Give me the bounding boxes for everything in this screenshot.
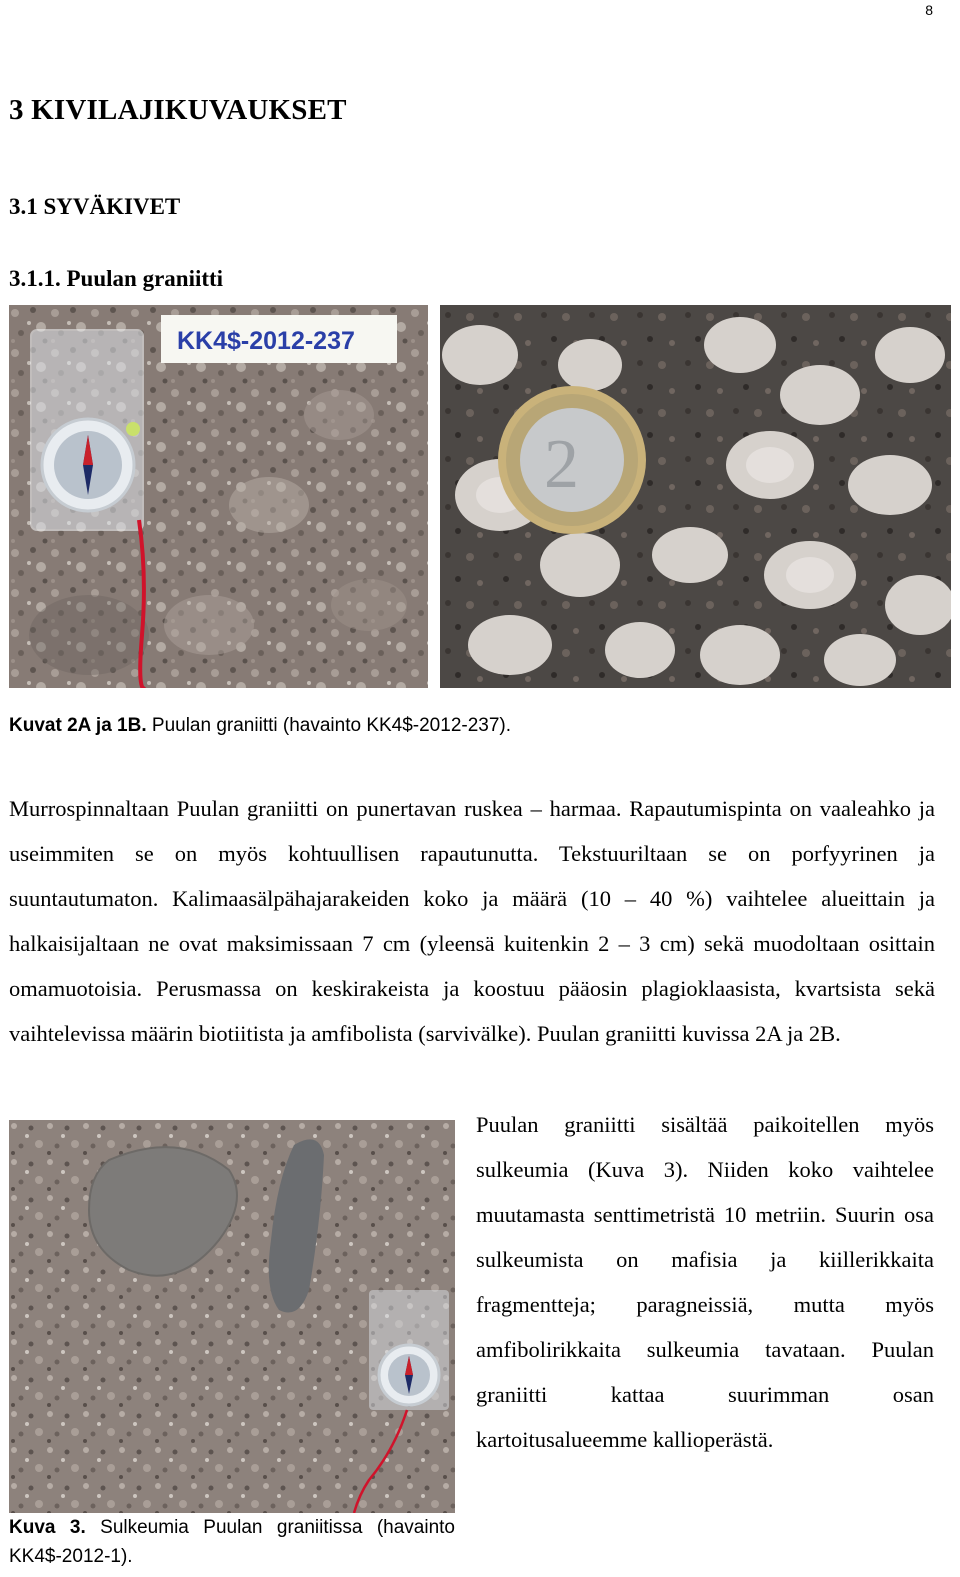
- side-paragraph: Puulan graniitti sisältää paikoitellen myös sulkeumia (Kuva 3). Niiden koko vaihtelee muutamasta senttimetristä 10 metriin. Suurin osa sulkeumista on mafisia ja kiillerikkaita fragmentteja; paragneissiä, mutta myös amfibolirikkaita sulkeumia tavataan. Puulan graniitti kattaa suurimman osan kartoitusalueemme kallioperästä.: [476, 1112, 934, 1452]
- sample-label-text: KK4$-2012-237: [177, 327, 355, 355]
- figure-3-caption: [9, 1513, 455, 1571]
- figure-3-caption-lead: Kuva 3.: [9, 1517, 86, 1538]
- page-number: 8: [925, 2, 933, 18]
- photo-3-inclusions: [9, 1120, 455, 1513]
- figure-3-caption-text: Sulkeumia Puulan graniitissa (havainto KK4$-2012-1).: [9, 1517, 455, 1567]
- section-heading: 3.1 SYVÄKIVET: [9, 194, 181, 219]
- photo-1b-granite-coin: [440, 305, 951, 688]
- figure-1-caption-text: Puulan graniitti (havainto KK4$-2012-237).: [146, 715, 512, 736]
- subsection-heading: 3.1.1. Puulan graniitti: [9, 266, 224, 291]
- svg-text:2: 2: [544, 426, 579, 503]
- figure-1-caption-lead: Kuvat 2A ja 1B.: [9, 715, 147, 736]
- figure-1-caption: [9, 711, 909, 740]
- chapter-heading: 3 KIVILAJIKUVAUKSET: [9, 94, 347, 126]
- photo-2a-granite-compass: [9, 305, 428, 688]
- main-paragraph: Murrospinnaltaan Puulan graniitti on punertavan ruskea – harmaa. Rapautumispinta on vaaleahko ja useimmiten se on myös kohtuullisen rapautunutta. Tekstuuriltaan se on porfyyrinen ja suuntautumaton. Kalimaasälpähajarakeiden koko ja määrä (10 – 40 %) vaihtelee alueittain ja halkaisijaltaan ne ovat maksimissaan 7 cm (yleensä kuitenkin 2 – 3 cm) sekä muodoltaan osittain omamuotoisia. Perusmassa on keskirakeista ja koostuu pääosin plagioklaasista, kvartsista sekä vaihtelevissa määrin biotiitista ja amfibolista (sarvivälke). Puulan graniitti kuvissa 2A ja 2B.: [9, 796, 935, 1046]
